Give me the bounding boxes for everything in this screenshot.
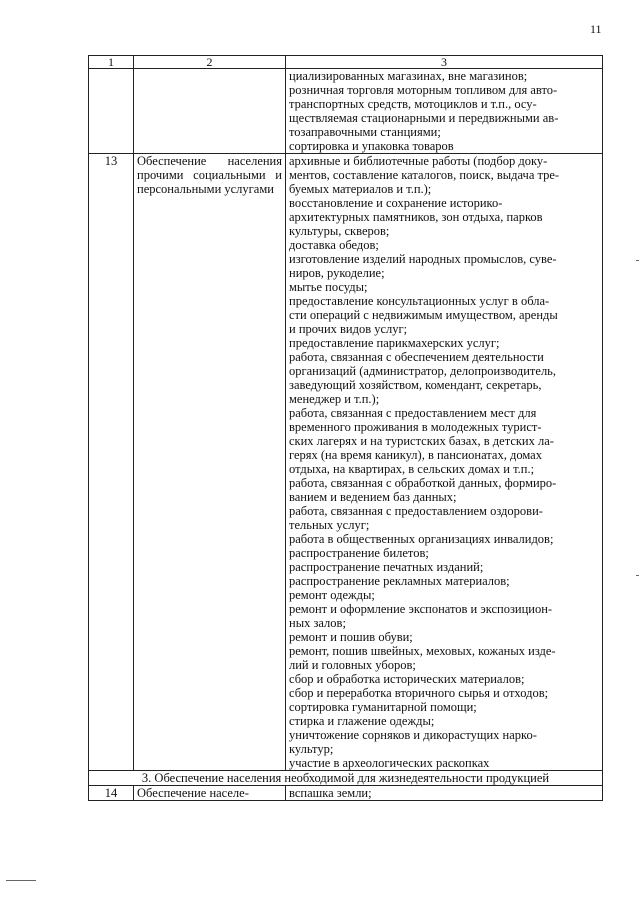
- row-number: [89, 69, 134, 154]
- table-row-14: [89, 786, 603, 801]
- activity-line: работа, связанная с предоставлением мест для: [289, 406, 537, 420]
- activity-line: работа, связанная с обработкой данных, формиро-: [289, 476, 557, 490]
- activity-line: культуры, скверов;: [289, 224, 390, 238]
- table-header-row: [89, 56, 603, 69]
- activity-line: ществляемая стационарными и передвижными ав-: [289, 111, 559, 125]
- activity-line: временного проживания в молодежных турист-: [289, 420, 542, 434]
- activity-line: предоставление парикмахерских услуг;: [289, 336, 500, 350]
- row-activity-list: [286, 154, 603, 771]
- activity-line: сбор и обработка исторических материалов;: [289, 672, 525, 686]
- activity-line: ментов, составление каталогов, поиск, выдача тре-: [289, 168, 560, 182]
- header-col-2: 2: [134, 56, 286, 69]
- activity-line: сортировка гуманитарной помощи;: [289, 700, 477, 714]
- activity-line: отдыха, на квартирах, в сельских домах и т.п.;: [289, 462, 535, 476]
- header-col-3: 3: [286, 56, 603, 69]
- activity-line: мытье посуды;: [289, 280, 368, 294]
- table-row-continuation: [89, 69, 603, 154]
- activity-line: распространение печатных изданий;: [289, 560, 484, 574]
- activity-line: ниров, рукоделие;: [289, 266, 385, 280]
- services-table: [88, 55, 603, 801]
- activity-line: ремонт одежды;: [289, 588, 375, 602]
- activity-line: доставка обедов;: [289, 238, 379, 252]
- activity-line: сортировка и упаковка товаров: [289, 139, 454, 153]
- row-activity-name: [134, 69, 286, 154]
- row-activity-text: вспашка земли;: [286, 786, 603, 801]
- activity-line: тельных услуг;: [289, 518, 370, 532]
- activity-line: тозаправочными станциями;: [289, 125, 441, 139]
- activity-line: работа, связанная с предоставлением оздорови-: [289, 504, 543, 518]
- activity-line: участие в археологических раскопках: [289, 756, 490, 770]
- page-number: 11: [590, 22, 602, 36]
- activity-line: ремонт и пошив обуви;: [289, 630, 413, 644]
- row-activity-name: Обеспечение населения прочими социальными и персональными услугами: [134, 154, 286, 771]
- row-activity-list: [286, 69, 603, 154]
- section-heading-row: [89, 771, 603, 786]
- activity-line: транспортных средств, мотоциклов и т.п., осу-: [289, 97, 537, 111]
- activity-line: ремонт и оформление экспонатов и экспозицион-: [289, 602, 553, 616]
- activity-line: лий и головных уборов;: [289, 658, 416, 672]
- scan-mark: [6, 880, 36, 881]
- activity-line: восстановление и сохранение историко-: [289, 196, 503, 210]
- section-title: 3. Обеспечение населения необходимой для жизнедеятельности продукцией: [89, 771, 603, 786]
- activity-line: заведующий хозяйством, комендант, секретарь,: [289, 378, 542, 392]
- activity-line: герях (на время каникул), в пансионатах, домах: [289, 448, 542, 462]
- activity-line: культур;: [289, 742, 334, 756]
- activity-line: ных залов;: [289, 616, 346, 630]
- activity-line: распространение билетов;: [289, 546, 429, 560]
- header-col-1: 1: [89, 56, 134, 69]
- activity-line: циализированных магазинах, вне магазинов;: [289, 69, 528, 83]
- activity-line: уничтожение сорняков и дикорастущих нарко-: [289, 728, 537, 742]
- activity-line: ских лагерях и на туристских базах, в детских ла-: [289, 434, 554, 448]
- row-number: 13: [89, 154, 134, 771]
- activity-line: и прочих видов услуг;: [289, 322, 408, 336]
- activity-line: ванием и ведением баз данных;: [289, 490, 457, 504]
- activity-line: организаций (администратор, делопроизводитель,: [289, 364, 557, 378]
- activity-line: работа, связанная с обеспечением деятельности: [289, 350, 544, 364]
- activity-line: распространение рекламных материалов;: [289, 574, 510, 588]
- activity-line: изготовление изделий народных промыслов, суве-: [289, 252, 557, 266]
- activity-line: сти операций с недвижимым имуществом, аренды: [289, 308, 558, 322]
- row-number: 14: [89, 786, 134, 801]
- activity-line: архивные и библиотечные работы (подбор доку-: [289, 154, 548, 168]
- activity-line: работа в общественных организациях инвалидов;: [289, 532, 554, 546]
- activity-line: архитектурных памятников, зон отдыха, парков: [289, 210, 543, 224]
- row-activity-name: Обеспечение населе-: [134, 786, 286, 801]
- activity-line: ремонт, пошив швейных, меховых, кожаных изде-: [289, 644, 556, 658]
- activity-line: розничная торговля моторным топливом для авто-: [289, 83, 558, 97]
- table-row-13: [89, 154, 603, 771]
- activity-line: менеджер и т.п.);: [289, 392, 380, 406]
- scan-mark: [636, 260, 639, 261]
- activity-line: буемых материалов и т.п.);: [289, 182, 432, 196]
- activity-line: стирка и глажение одежды;: [289, 714, 435, 728]
- activity-line: предоставление консультационных услуг в обла-: [289, 294, 550, 308]
- scan-mark: [636, 575, 639, 576]
- activity-line: сбор и переработка вторичного сырья и отходов;: [289, 686, 549, 700]
